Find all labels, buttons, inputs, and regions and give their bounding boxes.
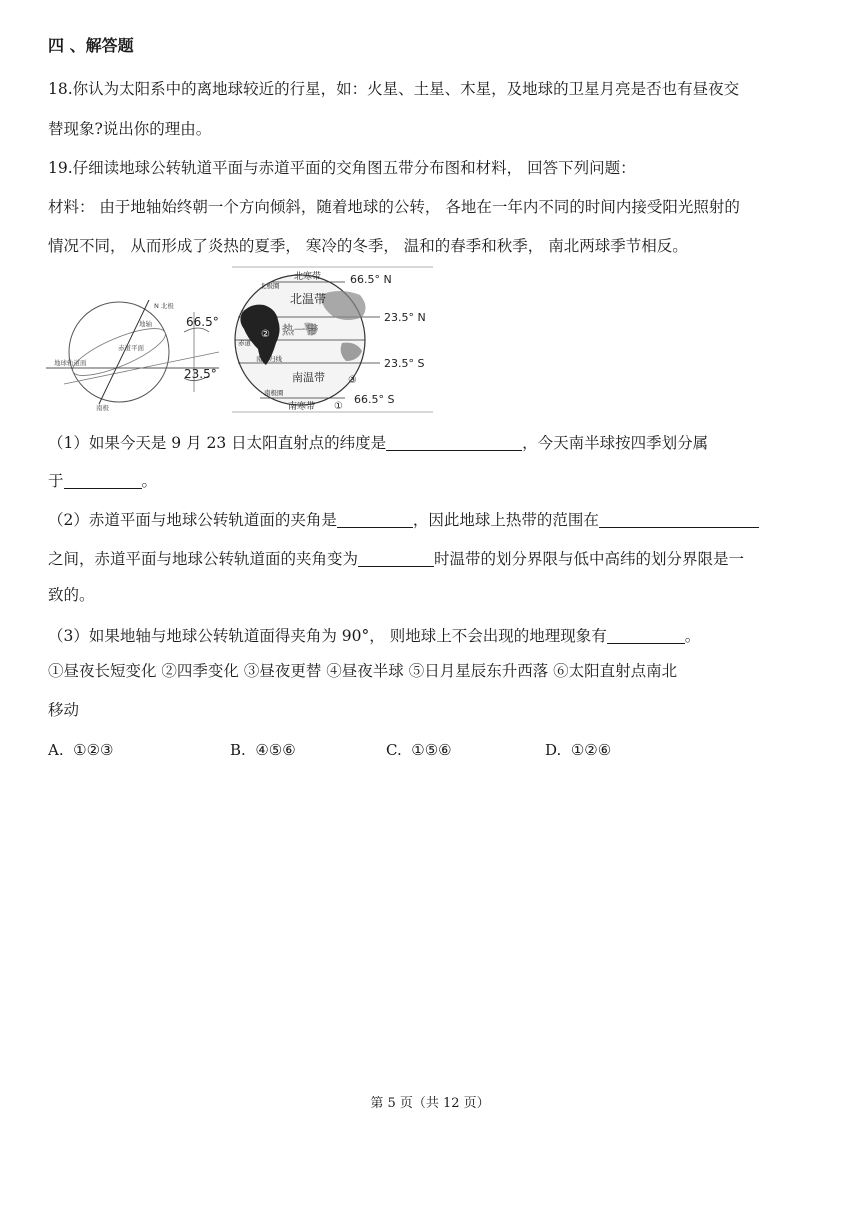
fig1-angle-bottom: 23.5° [184, 367, 217, 381]
sub3-line1 [48, 627, 700, 645]
marker-c: ① [334, 401, 343, 412]
zone-tropical: 热一带 [282, 323, 319, 337]
sub1-text-b: ，今天南半球按四季划分属 [522, 434, 709, 452]
option-b-text: ④⑤⑥ [255, 741, 296, 759]
zone-north-temperate: 北温带 [290, 292, 327, 306]
fig1-angle-top: 66.5° [186, 315, 219, 329]
page-footer: 第 5 页（共 12 页） [370, 1096, 490, 1111]
marker-b: ③ [348, 375, 357, 386]
sub1-line2 [48, 472, 157, 490]
lat-66-5-n: 66.5° N [350, 273, 392, 286]
answer-blank-tropic-range[interactable] [599, 511, 759, 528]
zone-south-temperate: 南温带 [292, 371, 325, 384]
option-a[interactable] [48, 741, 114, 759]
marker-a: ② [261, 329, 270, 340]
q19-intro: 19.仔细读地球公转轨道平面与赤道平面的交角图五带分布图和材料， 回答下列问题： [48, 159, 636, 177]
option-d-label: D. [545, 741, 562, 759]
sub2-text-d: 时温带的划分界限与低中高纬的划分界限是一 [434, 550, 745, 568]
tilt-angle-figure [44, 292, 234, 412]
option-d[interactable] [545, 741, 611, 759]
zone-south-frigid: 南寒带 [288, 402, 316, 412]
label-capricorn: 南回归线 [256, 355, 282, 363]
fig1-orbit-label: 地球轨道面 [54, 359, 87, 367]
zone-north-frigid: 北寒带 [294, 272, 322, 282]
answer-blank-phenomena[interactable] [607, 627, 685, 644]
label-equator: 赤道 [238, 339, 251, 347]
fig1-equator-label: 赤道平面 [118, 344, 144, 352]
lat-23-5-s: 23.5° S [384, 357, 425, 370]
phenomena-line1: ①昼夜长短变化 ②四季变化 ③昼夜更替 ④昼夜半球 ⑤日月星辰东升西落 ⑥太阳直射点南北 [48, 662, 678, 680]
lat-23-5-n: 23.5° N [384, 311, 426, 324]
fig1-axis-label: 地轴 [139, 320, 152, 328]
option-c[interactable] [386, 741, 452, 759]
answer-blank-sun-latitude[interactable] [386, 434, 522, 451]
option-b[interactable] [230, 741, 296, 759]
option-a-text: ①②③ [73, 741, 114, 759]
five-zones-figure [230, 265, 435, 415]
sub2-text-b: ，因此地球上热带的范围在 [412, 511, 599, 529]
option-c-text: ①⑤⑥ [411, 741, 452, 759]
sub3-text-a: （3）如果地轴与地球公转轨道面得夹角为 90°， 则地球上不会出现的地理现象有 [48, 627, 607, 645]
q19-material-line1: 材料： 由于地轴始终朝一个方向倾斜，随着地球的公转， 各地在一年内不同的时间内接受阳光照射的 [48, 198, 740, 216]
label-cancer: 北回归线 [240, 309, 266, 317]
fig1-south-label: 南极 [96, 404, 109, 412]
option-a-label: A. [48, 741, 64, 759]
q19-material-line2: 情况不同， 从而形成了炎热的夏季， 寒冷的冬季， 温和的春季和秋季， 南北两球季节相反。 [48, 237, 688, 255]
phenomena-line2: 移动 [48, 701, 80, 719]
label-arctic: 北极圈 [260, 282, 280, 290]
sub2-line1 [48, 511, 759, 529]
answer-blank-season[interactable] [64, 472, 142, 489]
sub2-text-a: （2）赤道平面与地球公转轨道面的夹角是 [48, 511, 337, 529]
option-d-text: ①②⑥ [570, 741, 612, 759]
q18-line2: 替现象?说出你的理由。 [48, 120, 212, 138]
lat-66-5-s: 66.5° S [354, 393, 395, 406]
fig1-north-label: N 北极 [154, 302, 174, 310]
section-heading: 四 、解答题 [48, 36, 134, 55]
sub1-text-c: 于 [48, 472, 64, 490]
sub1-text-d: 。 [141, 472, 158, 490]
answer-blank-angle[interactable] [337, 511, 413, 528]
label-antarctic: 南极圈 [264, 389, 284, 397]
option-c-label: C. [386, 741, 402, 759]
sub2-line3: 致的。 [48, 586, 95, 604]
option-b-label: B. [230, 741, 246, 759]
sub1-text-a: （1）如果今天是 9 月 23 日太阳直射点的纬度是 [48, 434, 387, 452]
q18-line1: 18.你认为太阳系中的离地球较近的行星，如：火星、土星、木星，及地球的卫星月亮是否也有昼夜交 [48, 80, 740, 98]
sub1-line1 [48, 434, 708, 452]
sub3-text-b: 。 [684, 627, 701, 645]
sub2-line2 [48, 550, 744, 568]
sub2-text-c: 之间，赤道平面与地球公转轨道面的夹角变为 [48, 550, 359, 568]
answer-blank-new-angle[interactable] [358, 550, 434, 567]
